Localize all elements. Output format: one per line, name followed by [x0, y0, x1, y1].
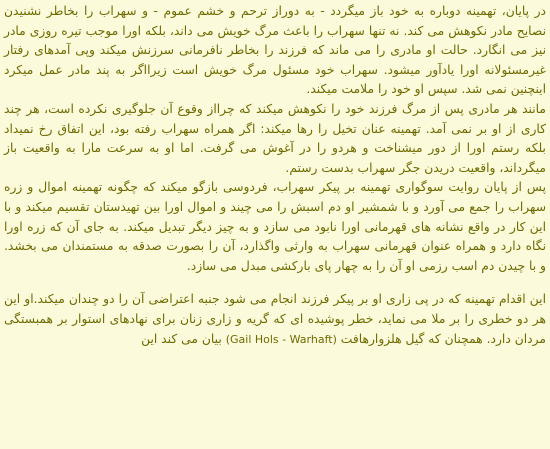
- paragraph-3: پس از پایان روایت سوگواری تهمینه بر پیکر سهراب، فردوسی بازگو میکند که چگونه تهمینه اموال و زره سهراب را جمع می آورد و با شمشیر او دم اسبش را می چیند و اموال اورا بین تهیدستان تقسیم میکند و با این کار در واقع نشانه های قهرمانی اورا نابود می سازد و به چیز دیگر تبدیل میکند. به جای آن که زره اورا نگاه دارد و همراه عنوان قهرمانی سهراب به وارثی واگذارد، آن را بصورت صدقه به مستمندان می بخشد. و با چیدن دم اسب رزمی او آن را به چهار پای بارکشی مبدل می سازد.: [4, 180, 546, 273]
- paragraph-4-tail: بیان می کند این: [141, 331, 222, 346]
- author-latin-name: (Gail Hols - Warhaft): [225, 332, 337, 346]
- paragraph-4-text: این اقدام تهمینه که در پی زاری او بر پیکر فرزند انجام می شود جنبه اعتراضی آن را دو چندان میکند.او این هر دو خطری را بر ملا می نماید، خطر پوشیده ای که گریه و زاری زنان برای نهادهای استوار بر همبستگی مردان دارد. همچنان که گیل هلزوارهافت: [4, 292, 546, 346]
- paragraph-2: مانند هر مادری پس از مرگ فرزند خود را نکوهش میکند که چرااز وقوع آن جلوگیری نکرده است، هر چند کاری از او بر نمی آمد. تهمینه عنان تخیل را رها میکند: اگر همراه سهراب رفته بود، این اتفاق رخ نمیداد بلکه رستم اورا از دور میشناخت و هردو را در آغوش می گرفت. اما او به سرعت مارا به واقعیت باز میگرداند، واقعیت دریدن جگر سهراب بدست رستم.: [4, 101, 546, 175]
- paragraph-1: در پایان، تهمینه دوباره به خود باز میگردد - به دوراز ترحم و خشم عموم - و سهراب را بخاطر نشنیدن نصایح مادر نکوهش می کند. نه تنها سهراب را باعث مرگ خویش می داند، بلکه اورا موجب تیره روزی مادر نیز می انگارد. حالت او مادری را می ماند که فرزند را بخاطر نافرمانی سرزنش میکند وپی آمدهای رفتار غیرمسئولانه اورا یادآور میشود. سهراب خود مسئول مرگ خویش است زیرااگر به پند مادر عمل میکرد اینچنین نمی شد. سپس او خود را ملامت میکند.: [4, 4, 546, 97]
- paragraph-4: [4, 290, 546, 349]
